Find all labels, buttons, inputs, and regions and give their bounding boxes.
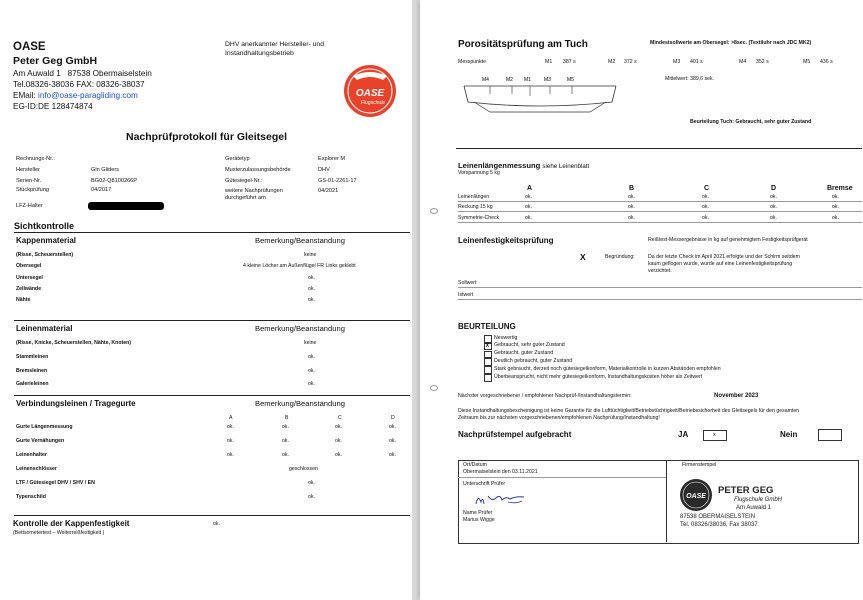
stamp-logo-icon: [679, 478, 713, 512]
leinen-value-0: keine: [304, 340, 317, 346]
festig2-note: Reißtest-Messergebnisse in kg auf genehmigtem Festigkeitsprüfgerät: [648, 237, 808, 243]
verb-2-c: ok.: [335, 452, 342, 458]
poro-mess-label: Messpunkte: [458, 59, 486, 65]
next-date-value: November 2023: [714, 393, 759, 399]
laenge-row1-bremse: ok.: [832, 204, 839, 210]
ja-check-mark: x: [713, 432, 716, 438]
serial-value: BG02-Q8100266P: [91, 178, 138, 184]
verb-1-c: ok.: [335, 438, 342, 444]
kappen-subtitle: (Risse, Scheuerstellen): [16, 252, 74, 258]
verb-col-a: A: [229, 415, 233, 421]
verb-1-b: ok.: [282, 438, 289, 444]
laenge-col-b: B: [629, 185, 635, 192]
assessment-check-mark: X: [485, 343, 490, 350]
dhv-line-1: DHV anerkannter Hersteller- und: [225, 41, 324, 48]
verb2-label-2: Typenschild: [16, 494, 46, 500]
verb-2-d: ok.: [389, 452, 396, 458]
verb-0-a: ok.: [227, 424, 234, 430]
poro-p5-value: 436 s: [820, 59, 833, 65]
laenge-row0-label: Leinenlängen: [458, 194, 490, 200]
logo-text: OASE: [355, 88, 385, 99]
ort-label: Ort/Datum: [463, 462, 487, 468]
company-phone: Tel.08326-38036 FAX: 08326-38037: [13, 80, 145, 89]
poro-assessment: Beurteilung Tuch: Gebraucht, sehr guter Zustand: [690, 119, 812, 125]
verb-0-d: ok.: [389, 424, 396, 430]
poro-p3-value: 401 s: [690, 59, 703, 65]
diagram-m3: M3: [544, 77, 551, 83]
kappen-remark-header: Bemerkung/Beanstandung: [255, 236, 345, 245]
further-checks-value: 04/2021: [318, 188, 339, 194]
type-value: Explorer M: [318, 156, 346, 162]
email-link[interactable]: info@oase-paragliding.com: [38, 91, 138, 100]
next-date-label: Nächster vorgeschriebener / empfohlener Nachprüf-/Instandhaltungstermin:: [458, 393, 632, 399]
company-street: Am Auwald 1 87538 Obermaiselstein: [13, 69, 152, 78]
poro-p4-value: 352 s: [756, 59, 769, 65]
laenge-row0-a: ok.: [525, 194, 532, 200]
verb-0-b: ok.: [282, 424, 289, 430]
binder-hole-icon: [430, 208, 438, 214]
kappen-label-2: Untersegel: [16, 275, 43, 281]
kappen-value-2: ok.: [308, 275, 315, 281]
laenge-row2-bremse: ok.: [832, 215, 839, 221]
assessment-checkbox-5[interactable]: [484, 374, 492, 382]
laenge-row0-c: ok.: [702, 194, 709, 200]
authority-label: Musterzulassungsbehörde: [225, 167, 291, 173]
left-page: [0, 0, 412, 600]
laenge-row0-d: ok.: [770, 194, 777, 200]
stamp-line-3: Am Auwald 1: [736, 505, 772, 511]
assessment-checkbox-4[interactable]: [484, 366, 492, 374]
leinen-value-3: ok.: [308, 381, 315, 387]
laenge-vorspannung: Vorspannung 5 kg: [458, 170, 500, 176]
stamp-name: PETER GEG: [718, 485, 774, 496]
right-page: [420, 0, 863, 600]
laenge-row2-label: Symmetrie-Check: [458, 215, 500, 221]
verb-col-c: C: [338, 415, 342, 421]
poro-p4-name: M4: [739, 59, 747, 65]
poro-p3-name: M3: [673, 59, 681, 65]
festig-value: ok.: [213, 521, 220, 527]
assessment-option-label: Neuwertig: [494, 334, 518, 341]
kappen-value-3: ok.: [308, 286, 315, 292]
festig2-title: Leinenfestigkeitsprüfung: [458, 236, 554, 245]
stamp-line-4: 87538 OBERMAISELSTEIN: [680, 514, 756, 520]
assessment-checkbox-1[interactable]: [484, 343, 492, 351]
poro-min: Mindestsollwerte am Obersegel: >8sec. (Textiluhr nach JDC MK2): [650, 40, 812, 46]
festig2-begr-3: verzichtet.: [648, 268, 672, 274]
poro-p5-name: M5: [803, 59, 811, 65]
assessment-option-label: Stark gebraucht, derzeit noch gütesiegelkonform, Materialkontrolle in kurzen Abständen empfohlen: [494, 365, 721, 372]
poro-p1-value: 387 s: [563, 59, 576, 65]
authority-value: DHV: [318, 167, 330, 173]
kappen-title: Kappenmaterial: [16, 236, 77, 245]
manufacturer-label: Hersteller: [16, 167, 40, 173]
laenge-row1-b: ok.: [628, 204, 635, 210]
diagram-m4: M4: [482, 77, 489, 83]
kappen-value-0: keine: [304, 252, 317, 258]
festig2-begr-1: Da der letzte Check im April 2021 erfolgte und der Schirm seitdem: [648, 254, 800, 260]
festig-subtitle: (Bettsometertest – Weiterreißfestigkeit ): [13, 530, 105, 536]
laenge-row0-b: ok.: [628, 194, 635, 200]
laenge-row1-a: ok.: [525, 204, 532, 210]
page-title: Nachprüfprotokoll für Gleitsegel: [126, 131, 288, 143]
seal-value: GS-01-2261-17: [318, 178, 357, 184]
laenge-col-bremse: Bremse: [827, 185, 853, 192]
leinen-value-1: ok.: [308, 354, 315, 360]
verb-label-2: Leinenhalter: [16, 452, 47, 458]
assessment-option-label: Gebraucht, sehr guter Zustand: [494, 342, 565, 349]
leinen-value-2: ok.: [308, 368, 315, 374]
further-checks-label-2: durchgeführt am: [225, 195, 266, 201]
verb-2-a: ok.: [227, 452, 234, 458]
laenge-row1-c: ok.: [702, 204, 709, 210]
stamp-line-5: Tel. 08326/38036, Fax 38037: [680, 522, 758, 528]
laenge-row1-d: ok.: [770, 204, 777, 210]
ja-checkbox[interactable]: [703, 430, 727, 441]
festig2-ist: Istwert: [458, 292, 474, 298]
disclaimer-2: Zeitraum bis zur nächsten vorgeschriebenen/empfohlenen Nachprüfung/Instandhaltung!: [458, 415, 660, 421]
redacted-owner: [88, 202, 164, 210]
diagram-m1: M1: [524, 77, 531, 83]
festig-title: Kontrolle der Kappenfestigkeit: [13, 519, 130, 528]
laenge-title-line: Leinenlängenmessung siehe Leinenblatt: [458, 161, 590, 170]
verb-0-c: ok.: [335, 424, 342, 430]
poro-mean: Mittelwert: 389,6 sek.: [665, 76, 715, 82]
verb2-value-2: ok.: [308, 494, 315, 500]
assessment-option-label: Deutlich gebraucht, guter Zustand: [494, 357, 573, 364]
stamp-logo-text: OASE: [686, 493, 706, 500]
leinen-label-1: Stammleinen: [16, 354, 49, 360]
seal-label: Gütesiegel-Nr.:: [225, 178, 263, 184]
leinen-label-3: Galerieleinen: [16, 381, 49, 387]
stamp-line-2: Flugschule GmbH: [734, 497, 783, 503]
laenge-row2-d: ok.: [770, 215, 777, 221]
verb-remark-header: Bemerkung/Beanstandung: [255, 399, 345, 408]
firmenstempel-label: Firmenstempel: [682, 462, 717, 468]
binder-hole-icon: [430, 385, 438, 391]
oase-logo-icon: [343, 64, 397, 118]
festig2-begr-label: Begründung:: [605, 254, 635, 260]
verb-2-b: ok.: [282, 452, 289, 458]
kappen-label-1: Obersegel: [16, 263, 42, 269]
verb-label-0: Gurte Längenmessung: [16, 424, 73, 430]
ort-value: Obermaiselstein den 03.11.2021: [463, 469, 538, 475]
verb-col-b: B: [285, 415, 289, 421]
leinen-subtitle: (Risse, Knicke, Scheuerstellen, Nähte, Knoten): [16, 340, 132, 346]
verb-1-d: ok.: [389, 438, 396, 444]
assessment-checkbox-3[interactable]: [484, 358, 492, 366]
verb-1-a: ok.: [227, 438, 234, 444]
festig2-x-mark: X: [580, 252, 586, 262]
poro-p1-name: M1: [545, 59, 553, 65]
signature-icon: [472, 490, 532, 510]
piece-test-label: Stückprüfung: [16, 187, 49, 193]
laenge-col-c: C: [704, 185, 710, 192]
festig2-begr-2: kaum geflogen wurde, wurde auf eine Leinenfestigkeitsprüfung: [648, 261, 793, 267]
piece-test-value: 04/2017: [91, 187, 112, 193]
kappen-value-4: ok.: [308, 297, 315, 303]
nein-label: Nein: [780, 430, 798, 439]
disclaimer-1: Diese Instandhaltungsbescheinigung ist keine Garantie für die Lufttüchtigkeit/Betriebstüchtigkeit/Betriebssicherheit des Gleitsegels für den gesamten: [458, 408, 800, 414]
assessment-checkbox-2[interactable]: [484, 351, 492, 359]
poro-title: Porositätsprüfung am Tuch: [458, 39, 588, 50]
name-label: Name Prüfer: [463, 510, 493, 516]
owner-label: LFZ-Halter: [16, 203, 43, 209]
beurteilung-title: BEURTEILUNG: [458, 322, 516, 331]
laenge-row2-a: ok.: [525, 215, 532, 221]
stempel-label: Nachprüfstempel aufgebracht: [458, 430, 572, 439]
kappen-label-4: Nähte: [16, 297, 31, 303]
leinen-label-2: Bremsleinen: [16, 368, 48, 374]
assessment-option-label: Gebraucht, guter Zustand: [494, 350, 554, 357]
serial-label: Serien-Nr.: [16, 178, 42, 184]
company-egid: EG-ID:DE 128474874: [13, 102, 93, 111]
leinen-remark-header: Bemerkung/Beanstandung: [255, 324, 345, 333]
company-name-2: Peter Geg GmbH: [13, 55, 98, 67]
diagram-m2: M2: [506, 77, 513, 83]
ja-label: JA: [678, 430, 689, 439]
laenge-row2-c: ok.: [702, 215, 709, 221]
name-value: Marius Wigge: [463, 517, 495, 523]
wing-diagram-icon: [460, 72, 620, 118]
laenge-col-a: A: [527, 185, 533, 192]
laenge-row2-b: ok.: [628, 215, 635, 221]
dhv-line-2: Instandhaltungsbetrieb: [225, 50, 294, 57]
verb2-value-0: geschlossen: [289, 466, 318, 472]
unterschrift-label: Unterschrift Prüfer: [463, 481, 506, 487]
verb-label-1: Gurte Vernähungen: [16, 438, 65, 444]
sicht-title: Sichtkontrolle: [14, 221, 75, 231]
laenge-row1-label: Reckung 15 kg: [458, 204, 493, 210]
assessment-checkbox-0[interactable]: [484, 335, 492, 343]
poro-p2-value: 372 s: [624, 59, 637, 65]
further-checks-label: weitere Nachprüfungen: [225, 188, 283, 194]
assessment-option-label: Überbeansprucht, nicht mehr gütesiegelkonform, Instandhaltungskosten höher als Zeitwert: [494, 373, 703, 380]
festig2-soll: Sollwert: [458, 280, 477, 286]
verb-title: Verbindungsleinen / Tragegurte: [16, 399, 136, 408]
verb2-label-1: LTF / Gütesiegel DHV / SHV / EN: [16, 480, 95, 486]
leinen-title: Leinenmaterial: [16, 324, 73, 333]
manufacturer-value: Gin Gliders: [91, 167, 119, 173]
company-name: OASE: [13, 41, 46, 53]
kappen-label-3: Zellwände: [16, 286, 42, 292]
kappen-value-1: 4 kleine Löcher am Außenflügel FR Links geklebt: [243, 263, 356, 269]
logo-subtext: Flugschule: [360, 100, 386, 106]
laenge-row0-bremse: ok.: [832, 194, 839, 200]
verb2-value-1: ok.: [308, 480, 315, 486]
verb2-label-0: Leinenschlösser: [16, 466, 57, 472]
poro-p2-name: M2: [608, 59, 616, 65]
laenge-col-d: D: [771, 185, 777, 192]
type-label: Gerätetyp: [225, 156, 250, 162]
verb-col-d: D: [391, 415, 395, 421]
nein-checkbox[interactable]: [818, 429, 842, 441]
diagram-m5: M5: [567, 77, 574, 83]
company-email-line: EMail: info@oase-paragliding.com: [13, 91, 138, 100]
invoice-label: Rechnungs-Nr.:: [16, 156, 55, 162]
